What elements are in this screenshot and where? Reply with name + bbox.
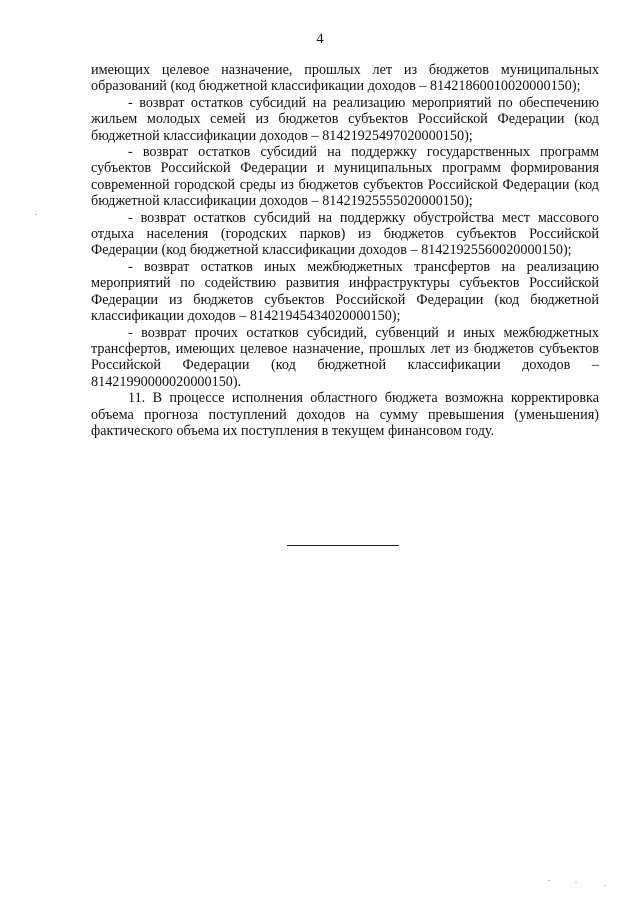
- page-number: 4: [316, 31, 324, 47]
- scan-speck: [604, 885, 606, 886]
- paragraph-item-young-families: - возврат остатков субсидий на реализацию мероприятий по обеспечению жильем молодых семей из бюджетов субъектов Российской Федерации (код бюджетной классификации доходов – 81421925497020000150);: [91, 94, 599, 144]
- paragraph-continuation: имеющих целевое назначение, прошлых лет из бюджетов муниципальных образований (код бюджетной классификации доходов – 81421860010020000150);: [91, 62, 599, 95]
- paragraph-section-11: 11. В процессе исполнения областного бюджета возможна корректировка объема прогноза поступлений доходов на сумму превышения (уменьшения) фактического объема их поступления в текущем финансовом году.: [91, 390, 599, 439]
- paragraph-item-city-parks: - возврат остатков субсидий на поддержку обустройства мест массового отдыха населения (городских парков) из бюджетов субъектов Российской Федерации (код бюджетной классификации доходов – 81421925560020000150);: [91, 209, 599, 259]
- paragraph-item-other-transfers: - возврат прочих остатков субсидий, субвенций и иных межбюджетных трансфертов, имеющих целевое назначение, прошлых лет из бюджетов субъектов Российской Федерации (код бюджетной классификации доходов – 81421990000020000150).: [91, 324, 599, 390]
- paragraph-item-infrastructure: - возврат остатков иных межбюджетных трансфертов на реализацию мероприятий по содействию развития инфраструктуры субъектов Российской Федерации из бюджетов субъектов Российской Федерации (код бюджетной классификации доходов – 81421945434020000150);: [91, 258, 599, 325]
- end-divider-line: [287, 545, 399, 546]
- paragraph-item-urban-environment: - возврат остатков субсидий на поддержку государственных программ субъектов Российской Федерации и муниципальных программ формирования современной городской среды из бюджетов субъектов Российской Федерации (код бюджетной классификации доходов – 81421925555020000150);: [91, 144, 599, 210]
- document-body: [91, 62, 599, 439]
- scan-speck: [548, 880, 550, 881]
- scan-speck: [575, 882, 577, 883]
- scan-speck: [35, 214, 37, 215]
